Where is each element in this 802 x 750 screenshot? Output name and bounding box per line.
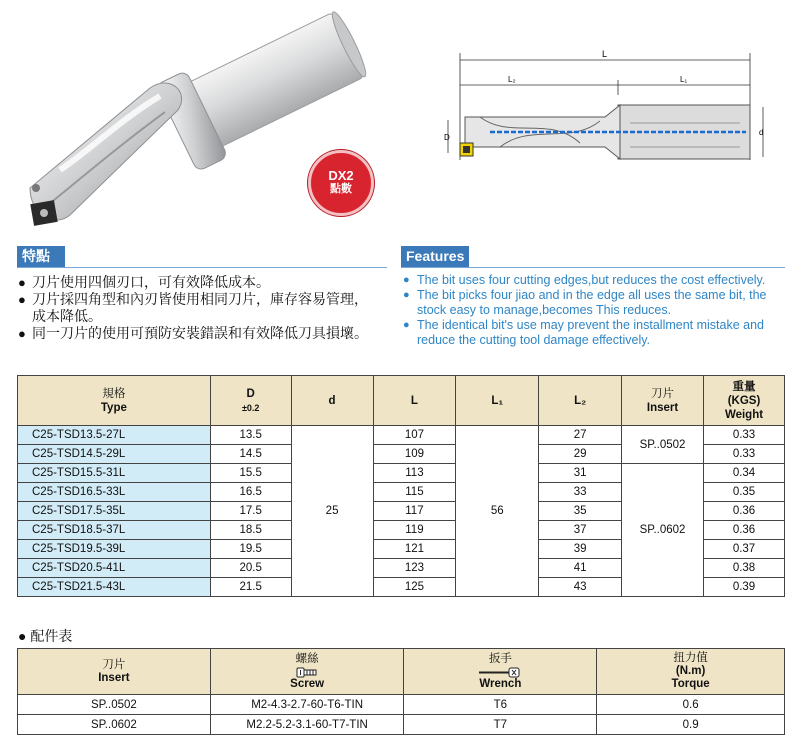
cell-D: 21.5 [210,578,291,597]
features-cn-item: ● 刀片採四角型和內刃皆使用相同刀片，庫存容易管理，成本降低。 [18,291,368,324]
features-cn-item: ● 刀片使用四個刃口，可有效降低成本。 [18,274,270,290]
cell-weight: 0.38 [704,559,785,578]
cell-D: 15.5 [210,464,291,483]
accessories-table [17,648,785,735]
cell-insert-b: SP..0602 [622,464,704,597]
col-L: L [373,376,456,426]
cell-D: 14.5 [210,445,291,464]
dim-L2: L₂ [508,75,516,84]
cell-acc-wrench: T7 [404,715,597,735]
col-type: 規格 Type [18,376,211,426]
dim-D: D [444,133,450,142]
features-en-item: ● The identical bit's use may prevent the installment mistake and reduce the cutting tool damage effectively. [403,318,765,347]
technical-drawing [430,45,780,185]
bullet-icon: ● [403,274,410,286]
cell-L2: 37 [539,521,622,540]
cell-acc-wrench: T6 [404,695,597,715]
cell-weight: 0.39 [704,578,785,597]
cell-L: 113 [373,464,456,483]
features-en-header: Features [401,246,469,267]
torx-wrench-icon [477,667,523,678]
cell-type: C25-TSD17.5-35L [18,502,211,521]
cell-L: 115 [373,483,456,502]
col-weight: 重量 (KGS) Weight [704,376,785,426]
dim-L1: L₁ [680,75,688,84]
cell-L2: 29 [539,445,622,464]
dx2-badge [308,150,374,216]
bullet-icon: ● [403,319,410,331]
col-L1: L₁ [456,376,539,426]
features-cn-list [18,274,378,342]
cell-acc-screw: M2-4.3-2.7-60-T6-TIN [210,695,404,715]
cell-L: 109 [373,445,456,464]
features-en-list [403,273,783,348]
col-insert: 刀片 Insert [622,376,704,426]
cell-acc-torque: 0.6 [597,695,785,715]
table-row [18,464,785,483]
bullet-icon: ● [18,292,26,307]
acc-header-row [18,649,785,695]
cell-d-merged: 25 [291,426,373,597]
cell-type: C25-TSD14.5-29L [18,445,211,464]
col-D: D ±0.2 [210,376,291,426]
cell-type: C25-TSD16.5-33L [18,483,211,502]
cell-insert-a: SP..0502 [622,426,704,464]
cell-weight: 0.33 [704,426,785,445]
features-en-item: ● The bit picks four jiao and in the edge all uses the same bit, the stock easy to manage,becomes This reduces. [403,288,767,317]
features-en-divider [401,267,785,268]
cell-acc-screw: M2.2-5.2-3.1-60-T7-TIN [210,715,404,735]
bullet-icon: ● [403,289,410,301]
cell-L2: 27 [539,426,622,445]
cell-L2: 41 [539,559,622,578]
col-d: d [291,376,373,426]
features-cn-item: ● 同一刀片的使用可預防安裝錯誤和有效降低刀具損壞。 [18,325,368,341]
cell-L2: 43 [539,578,622,597]
bullet-icon: ● [18,275,26,290]
features-cn-header: 特點 [17,246,65,267]
table-row [18,426,785,445]
cell-acc-insert: SP..0502 [18,695,211,715]
cell-L2: 35 [539,502,622,521]
bullet-icon: ● [18,326,26,341]
col-acc-torque: 扭力值 (N.m) Torque [597,649,785,695]
col-acc-insert: 刀片 Insert [18,649,211,695]
dim-L: L [602,49,608,59]
badge-line2: 點數 [330,183,352,195]
screw-icon [296,667,318,678]
cell-D: 20.5 [210,559,291,578]
spec-table [17,375,785,597]
cell-L2: 33 [539,483,622,502]
cell-acc-insert: SP..0602 [18,715,211,735]
cell-type: C25-TSD13.5-27L [18,426,211,445]
cell-L: 119 [373,521,456,540]
badge-line1: DX2 [328,168,354,183]
col-L2: L₂ [539,376,622,426]
cell-L: 121 [373,540,456,559]
cell-D: 16.5 [210,483,291,502]
cell-L: 107 [373,426,456,445]
cell-type: C25-TSD21.5-43L [18,578,211,597]
table-row [18,695,785,715]
cell-L2: 31 [539,464,622,483]
dim-d: d [759,128,764,137]
cell-D: 13.5 [210,426,291,445]
features-en-item: ● The bit uses four cutting edges,but reduces the cost effectively. [403,273,766,287]
cell-weight: 0.36 [704,502,785,521]
cell-weight: 0.33 [704,445,785,464]
spec-header-row [18,376,785,426]
cell-weight: 0.37 [704,540,785,559]
cell-L1-merged: 56 [456,426,539,597]
table-row [18,715,785,735]
cell-L2: 39 [539,540,622,559]
col-acc-wrench: 扳手 Wrench [404,649,597,695]
cell-D: 18.5 [210,521,291,540]
cell-type: C25-TSD15.5-31L [18,464,211,483]
bullet-icon: ● [18,628,31,644]
cell-D: 17.5 [210,502,291,521]
cell-L: 123 [373,559,456,578]
cell-L: 125 [373,578,456,597]
cell-acc-torque: 0.9 [597,715,785,735]
cell-weight: 0.36 [704,521,785,540]
cell-type: C25-TSD20.5-41L [18,559,211,578]
cell-weight: 0.34 [704,464,785,483]
features-cn-divider [17,267,387,268]
cell-type: C25-TSD18.5-37L [18,521,211,540]
cell-D: 19.5 [210,540,291,559]
accessories-title: ● 配件表 [18,628,73,644]
cell-type: C25-TSD19.5-39L [18,540,211,559]
col-acc-screw: 螺絲 Screw [210,649,404,695]
cell-weight: 0.35 [704,483,785,502]
cell-L: 117 [373,502,456,521]
